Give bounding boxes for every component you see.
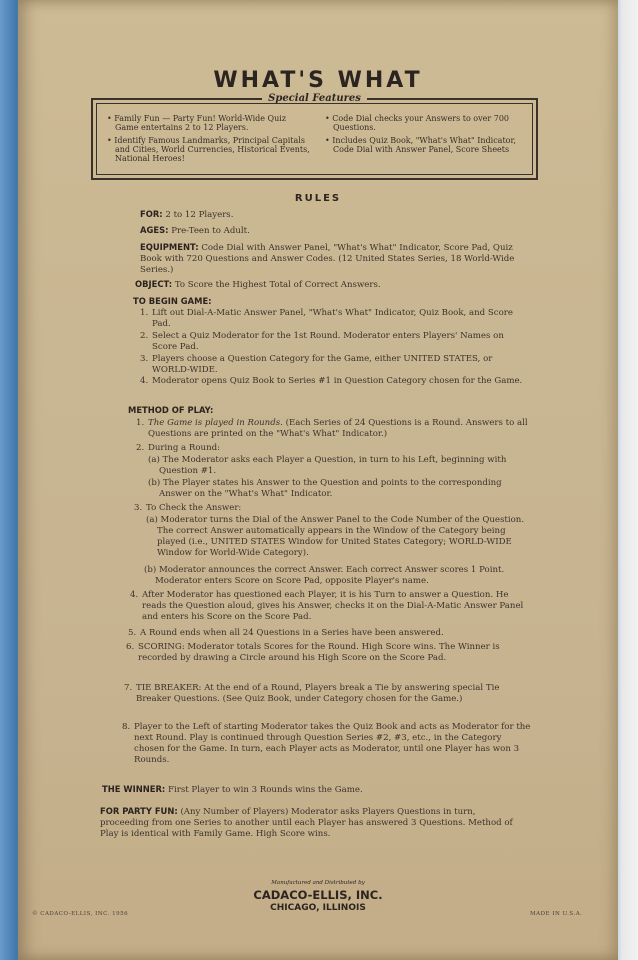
rules-sheet [18, 0, 618, 960]
list-item: 3. Players choose a Question Category for the Game, either UNITED STATES, or WORLD-WIDE. [140, 354, 493, 375]
method-item-8: 8. Player to the Left of starting Moderator takes the Quiz Book and acts as Moderator for the next Round. Play is continued through Question Series #2, #3, etc., in the Category chosen for the Game. In turn, each Player acts as Moderator, until one Player has won 3 Rounds. [122, 722, 531, 765]
method-item-3b: (b) Moderator announces the correct Answer. Each correct Answer scores 1 Point. Moderator enters Score on Score Pad, opposite Player's name. [144, 565, 505, 586]
method-item-5: 5. A Round ends when all 24 Questions in a Series have been answered. [128, 628, 444, 638]
list-item: 2. Select a Quiz Moderator for the 1st Round. Moderator enters Players' Names on Score Pad. [140, 331, 504, 352]
rules-heading: RULES [294, 193, 342, 204]
game-title: WHAT'S WHAT [213, 68, 423, 93]
copyright-text: © CADACO-ELLIS, INC. 1956 [32, 911, 129, 917]
party-fun-paragraph: FOR PARTY FUN: (Any Number of Players) Moderator asks Players Questions in turn, proceeding from one Series to another until each Player has answered 3 Questions. Method of Play is identical with Family Game. High Score wins. [100, 806, 513, 839]
list-item: 1. Lift out Dial-A-Matic Answer Panel, "What's What" Indicator, Quiz Book, and Score Pad. [140, 308, 513, 329]
special-features-box [91, 93, 538, 180]
to-begin-heading: TO BEGIN GAME: [133, 296, 212, 306]
features-right-column [325, 114, 530, 158]
method-item-6: 6. SCORING: Moderator totals Scores for the Round. High Score wins. The Winner is recorded by drawing a Circle around his High Score on the Score Pad. [126, 642, 500, 663]
method-item-2a: (a) The Moderator asks each Player a Question, in turn to his Left, beginning with Question #1. [148, 455, 507, 476]
method-item-3: 3. To Check the Answer: [134, 503, 242, 513]
features-left-column [107, 114, 312, 167]
method-item-3a: (a) Moderator turns the Dial of the Answer Panel to the Code Number of the Question. The correct Answer automatically appears in the Window of the Category being played (i.e., UNITED STATES Window for United States Category; WORLD-WIDE Window for World-Wide Category). [146, 515, 525, 558]
method-item-2: 2. During a Round: [136, 443, 221, 453]
method-heading: METHOD OF PLAY: [128, 405, 214, 415]
method-item-1: 1. The Game is played in Rounds. (Each Series of 24 Questions is a Round. Answers to all Questions are printed on the "What's What" Indicator.) [136, 418, 528, 439]
method-item-2b: (b) The Player states his Answer to the Question and points to the corresponding Answer on the "What's What" Indicator. [148, 478, 502, 499]
company-city: CHICAGO, ILLINOIS [270, 903, 366, 913]
made-in-text: MADE IN U.S.A. [530, 911, 583, 917]
manufactured-by: Manufactured and Distributed by [271, 880, 365, 886]
feature-item: • Identify Famous Landmarks, Principal Capitals and Cities, World Currencies, Historical Events, National Heroes! [107, 136, 310, 163]
for-line: FOR: 2 to 12 Players. [140, 209, 234, 220]
ages-line: AGES: Pre-Teen to Adult. [140, 225, 250, 236]
feature-item: • Includes Quiz Book, "What's What" Indicator, Code Dial with Answer Panel, Score Sheets [325, 136, 516, 154]
equipment-line: EQUIPMENT: Code Dial with Answer Panel, "What's What" Indicator, Score Pad, Quiz Book with 720 Questions and Answer Codes. (12 United States Series, 18 World-Wide Series.) [140, 242, 515, 275]
feature-item: • Family Fun — Party Fun! World-Wide Quiz Game entertains 2 to 12 Players. [107, 114, 287, 132]
feature-item: • Code Dial checks your Answers to over 700 Questions. [325, 114, 510, 132]
method-item-4: 4. After Moderator has questioned each Player, it is his Turn to answer a Question. He reads the Question aloud, gives his Answer, checks it on the Dial-A-Matic Answer Panel and enters his Score on the Score Pad. [130, 590, 524, 622]
list-item: 4. Moderator opens Quiz Book to Series #1 in Question Category chosen for the Game. [140, 376, 523, 386]
special-features-heading: Special Features [262, 93, 367, 104]
winner-line: THE WINNER: First Player to win 3 Rounds wins the Game. [102, 784, 363, 795]
method-item-7: 7. TIE BREAKER: At the end of a Round, Players break a Tie by answering special Tie Breaker Questions. (See Quiz Book, under Category chosen for the Game.) [124, 683, 500, 704]
object-line: OBJECT: To Score the Highest Total of Correct Answers. [135, 279, 381, 290]
company-name: CADACO-ELLIS, INC. [253, 888, 383, 902]
